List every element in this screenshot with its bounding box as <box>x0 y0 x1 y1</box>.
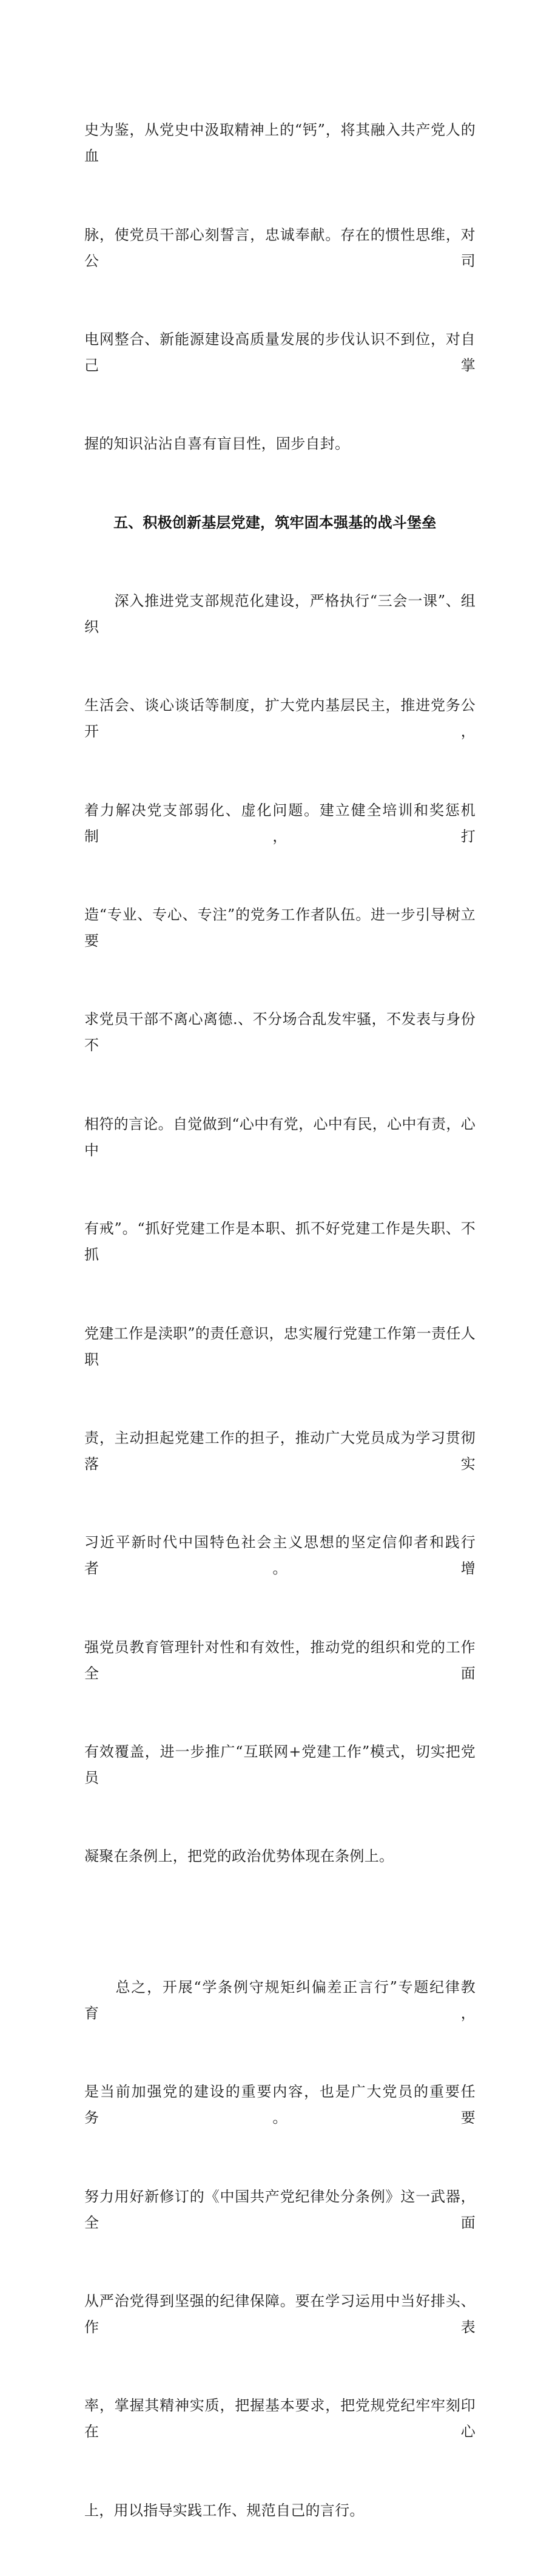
text-line: 着力解决党支部弱化、虚化问题。建立健全培训和奖惩机制，打 <box>84 801 476 845</box>
text-line: 习近平新时代中国特色社会主义思想的坚定信仰者和践行者。增 <box>84 1534 476 1578</box>
text-line: 上，用以指导实践工作、规范自己的言行。 <box>84 2501 365 2519</box>
text-line: 生活会、谈心谈话等制度，扩大党内基层民主，推进党务公开， <box>84 697 476 741</box>
text-line: 造“专业、专心、专注”的党务工作者队伍。进一步引导树立要 <box>84 906 476 950</box>
text-line: 强党员教育管理针对性和有效性，推动党的组织和党的工作全面 <box>84 1638 476 1682</box>
text-line: 相符的言论。自觉做到“心中有党，心中有民，心中有责，心中 <box>84 1115 476 1159</box>
text-line: 是当前加强党的建设的重要内容，也是广大党员的重要任务。要 <box>84 2083 476 2127</box>
text-line: 脉，使党员干部心刻誓言，忠诚奉献。存在的惯性思维，对公司 <box>84 226 476 269</box>
text-line: 凝聚在条例上，把党的政治优势体现在条例上。 <box>84 1848 394 1865</box>
text-line: 努力用好新修订的《中国共产党纪律处分条例》这一武器，全面 <box>84 2188 476 2231</box>
section-heading: 五、积极创新基层党建，筑牢固本强基的战斗堡垒 <box>113 514 437 531</box>
text-line: 有戒”。“抓好党建工作是本职、抓不好党建工作是失职、不抓 <box>84 1220 476 1264</box>
text-line: 有效覆盖，进一步推广“互联网+党建工作”模式，切实把党员 <box>84 1743 476 1787</box>
text-line: 史为鉴，从党史中汲取精神上的“钙”，将其融入共产党人的血 <box>84 121 476 165</box>
text-line: 握的知识沾沾自喜有盲目性，固步自封。 <box>84 435 350 453</box>
text-line: 总之，开展“学条例守规矩纠偏差正言行”专题纪律教育， <box>84 1978 476 2022</box>
text-line: 电网整合、新能源建设高质量发展的步伐认识不到位，对自己掌 <box>84 330 476 375</box>
text-line: 党建工作是渎职”的责任意识，忠实履行党建工作第一责任人职 <box>84 1324 476 1368</box>
text-line: 率，掌握其精神实质，把握基本要求，把党规党纪牢牢刻印在心 <box>84 2397 476 2441</box>
text-line: 求党员干部不离心离德.、不分场合乱发牢骚，不发表与身份不 <box>84 1011 476 1054</box>
paragraph-1 <box>84 65 476 510</box>
text-line: 从严治党得到坚强的纪律保障。要在学习运用中当好排头、作表 <box>84 2292 476 2336</box>
paragraph-2 <box>84 536 476 1922</box>
paragraph-3 <box>84 1922 476 2576</box>
text-line: 责，主动担起党建工作的担子，推动广大党员成为学习贯彻落实 <box>84 1429 476 1473</box>
text-line: 深入推进党支部规范化建设，严格执行“三会一课”、组织 <box>84 592 476 636</box>
document-body <box>84 65 476 2576</box>
